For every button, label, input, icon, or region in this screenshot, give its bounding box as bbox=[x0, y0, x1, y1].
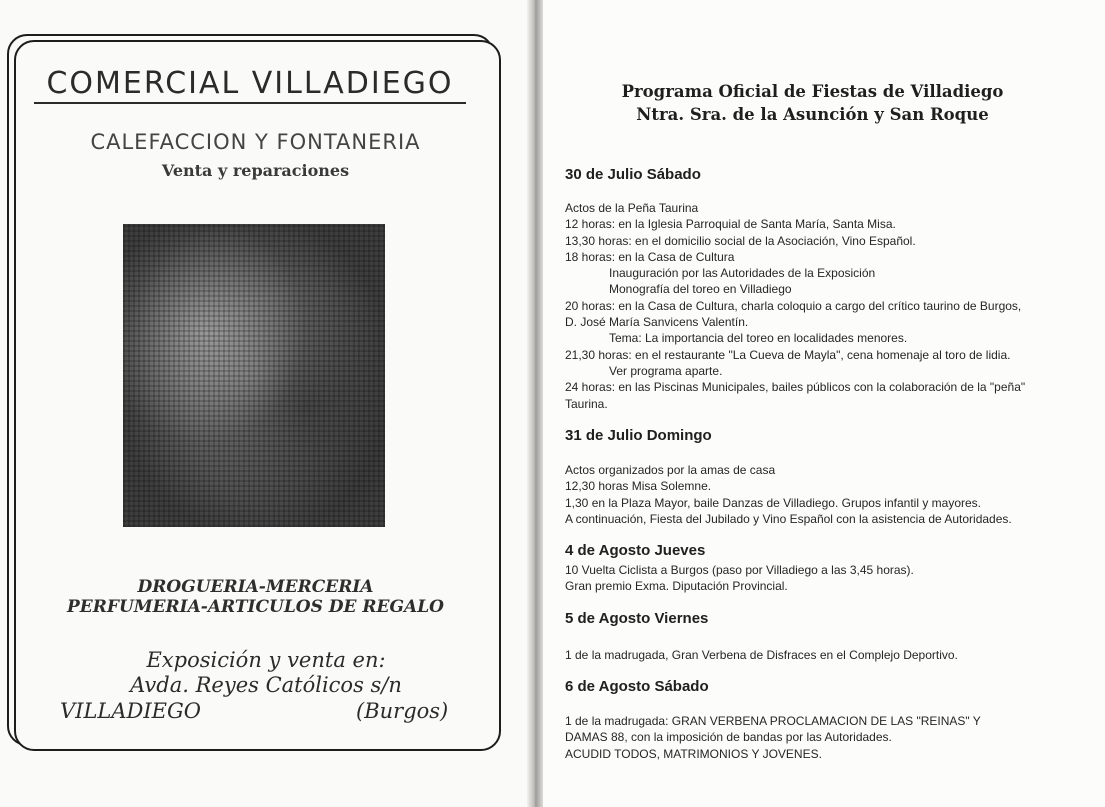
event-line: 21,30 horas: en el restaurante "La Cueva de Mayla", cena homenaje al toro de lidia. bbox=[565, 347, 1011, 362]
day-events bbox=[565, 647, 1090, 663]
event-line: Tema: La importancia del toreo en localidades menores. bbox=[609, 331, 908, 346]
ad-tagline: Venta y reparaciones bbox=[161, 161, 350, 180]
event-line: ACUDID TODOS, MATRIMONIOS Y JOVENES. bbox=[565, 746, 822, 761]
day-events bbox=[565, 713, 1090, 762]
event-line: Taurina. bbox=[565, 396, 608, 411]
program-header bbox=[565, 80, 1060, 126]
ad-product-line: DROGUERIA-MERCERIA bbox=[137, 577, 374, 597]
event-line: 12,30 horas Misa Solemne. bbox=[565, 479, 712, 494]
ad-province: (Burgos) bbox=[356, 699, 449, 723]
day-events bbox=[565, 200, 1090, 412]
day-heading: 6 de Agosto Sábado bbox=[565, 678, 709, 695]
event-line: DAMAS 88, con la imposición de bandas por las Autoridades. bbox=[565, 730, 892, 745]
day-events bbox=[565, 462, 1090, 527]
day-heading: 5 de Agosto Viernes bbox=[565, 610, 709, 627]
event-line: Actos de la Peña Taurina bbox=[565, 201, 699, 215]
ad-photo bbox=[123, 224, 385, 527]
event-line: 12 horas: en la Iglesia Parroquial de Santa María, Santa Misa. bbox=[565, 217, 896, 232]
event-line: D. José María Sanvicens Valentín. bbox=[565, 315, 749, 330]
program-subtitle: Ntra. Sra. de la Asunción y San Roque bbox=[636, 105, 989, 124]
day-heading: 31 de Julio Domingo bbox=[565, 427, 712, 444]
day-heading: 4 de Agosto Jueves bbox=[565, 542, 706, 559]
event-line: Monografía del toreo en Villadiego bbox=[609, 282, 792, 297]
event-line: 10 Vuelta Ciclista a Burgos (paso por Villadiego a las 3,45 horas). bbox=[565, 563, 914, 577]
event-line: 20 horas: en la Casa de Cultura, charla coloquio a cargo del crítico taurino de Burgos, bbox=[565, 298, 1022, 313]
ad-town: VILLADIEGO bbox=[60, 699, 201, 723]
ad-product-lines bbox=[14, 577, 497, 617]
event-line: 24 horas: en las Piscinas Municipales, bailes públicos con la colaboración de la "peña" bbox=[565, 380, 1026, 395]
day-heading: 30 de Julio Sábado bbox=[565, 166, 701, 183]
event-line: Ver programa aparte. bbox=[609, 363, 723, 378]
ad-title: COMERCIAL VILLADIEGO bbox=[34, 66, 466, 104]
ad-address: Avda. Reyes Católicos s/n bbox=[130, 673, 402, 697]
ad-subtitle: CALEFACCION Y FONTANERIA bbox=[90, 130, 421, 154]
program-title: Programa Oficial de Fiestas de Villadiego bbox=[621, 82, 1004, 101]
event-line: 1 de la madrugada, Gran Verbena de Disfraces en el Complejo Deportivo. bbox=[565, 648, 958, 662]
ad-exposition: Exposición y venta en: bbox=[146, 648, 386, 672]
event-line: Actos organizados por la amas de casa bbox=[565, 463, 776, 477]
day-events bbox=[565, 562, 1090, 595]
event-line: 18 horas: en la Casa de Cultura bbox=[565, 249, 735, 264]
event-line: 1 de la madrugada: GRAN VERBENA PROCLAMACION DE LAS "REINAS" Y bbox=[565, 714, 981, 728]
event-line: A continuación, Fiesta del Jubilado y Vino Español con la asistencia de Autoridades. bbox=[565, 511, 1012, 526]
ad-product-line: PERFUMERIA-ARTICULOS DE REGALO bbox=[67, 597, 444, 617]
event-line: Inauguración por las Autoridades de la Exposición bbox=[609, 266, 876, 281]
event-line: 1,30 en la Plaza Mayor, baile Danzas de Villadiego. Grupos infantil y mayores. bbox=[565, 495, 982, 510]
book-gutter bbox=[527, 0, 543, 807]
event-line: 13,30 horas: en el domicilio social de la Asociación, Vino Español. bbox=[565, 233, 916, 248]
event-line: Gran premio Exma. Diputación Provincial. bbox=[565, 579, 788, 594]
